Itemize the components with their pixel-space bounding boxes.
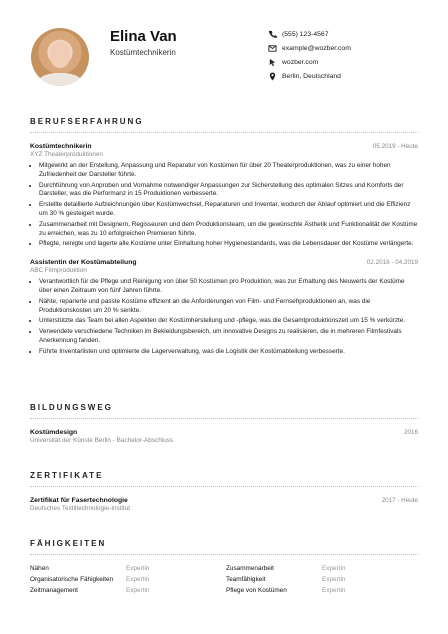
skill-level: Expertin [322, 576, 346, 583]
section-divider [30, 418, 418, 419]
bullet-item: • Erstellte detaillierte Aufzeichnungen über Kostümwechsel, Reparaturen und Inventar, wodurch der Ablauf optimiert und die Effizienz um 30 % gesteigert wurde. [39, 201, 418, 219]
skills-section [30, 539, 418, 594]
bullet-item: • Pflegte, reinigte und lagerte alle Kostüme unter Einhaltung hoher Hygienestandards, was die Lebensdauer der Kostüme verlängerte. [39, 240, 418, 249]
section-divider [30, 486, 418, 487]
certificate-entry [30, 497, 418, 512]
skill-level: Expertin [322, 565, 346, 572]
contact-email-text[interactable]: example@wozber.com [282, 44, 351, 52]
education-entry [30, 429, 418, 444]
contact-phone-text: (555) 123-4567 [282, 30, 329, 38]
bullet-item: • Mitgewirkt an der Erstellung, Anpassung und Reparatur von Kostümen für über 20 Theaterproduktionen, was zu einer hohen Zufriedenheit der Darsteller führte. [39, 162, 418, 180]
location-icon [268, 72, 277, 81]
certificates-section [30, 471, 418, 512]
education-degree: Kostümdesign [30, 429, 78, 436]
bullet-item: • Führte Inventarlisten und optimierte die Lagerverwaltung, was die Logistik der Kostümabteilung verbesserte. [39, 348, 418, 357]
experience-bullets [30, 278, 418, 356]
experience-bullets [30, 162, 418, 249]
experience-company: XYZ Theaterproduktionen [30, 151, 104, 158]
link-icon [268, 58, 277, 67]
skill-name: Teamfähigkeit [226, 576, 266, 583]
resume-header [0, 0, 448, 110]
photo-shirt [38, 73, 82, 86]
experience-dates: 02.2016 - 04.2019 [366, 259, 418, 267]
skill-name: Pflege von Kostümen [226, 587, 287, 594]
job-title: Kostümtechnikerin [110, 48, 176, 57]
contact-email [268, 41, 418, 55]
certificate-issuer: Deutsches Textiltechnologie-Institut [30, 505, 131, 512]
section-divider [30, 132, 418, 133]
person-name: Elina Van [110, 28, 177, 45]
contact-location [268, 69, 418, 83]
photo-face [50, 42, 70, 68]
profile-photo [31, 28, 89, 86]
skill-level: Expertin [126, 565, 150, 572]
experience-entry [30, 143, 418, 249]
bullet-item: • Durchführung von Anproben und Vornahme notwendiger Anpassungen zur Sicherstellung des optimalen Sitzes und Komforts der Darsteller, was die Performanz in 15 Produktionen verbesserte. [39, 182, 418, 200]
skill-name: Zusammenarbeit [226, 565, 274, 572]
contact-list [268, 27, 418, 83]
education-section [30, 403, 418, 444]
section-divider [30, 554, 418, 555]
skill-name: Organisatorische Fähigkeiten [30, 576, 114, 583]
skill-name: Nähen [30, 565, 49, 572]
skill-level: Expertin [126, 576, 150, 583]
phone-icon [268, 30, 277, 39]
email-icon [268, 44, 277, 53]
experience-role: Assistentin der Kostümabteilung [30, 259, 137, 267]
bullet-item: • Unterstützte das Team bei allen Aspekten der Kostümherstellung und -pflege, was die Gesamtproduktionszeit um 15 % verkürzte. [39, 317, 418, 326]
experience-dates: 05.2019 - Heute [372, 143, 418, 150]
education-dates: 2016 [403, 429, 418, 436]
skill-level: Expertin [126, 587, 150, 594]
bullet-item: • Verwendete verschiedene Techniken im Bekleidungsbereich, um innovative Designs zu realisieren, die in mehreren Filmfestivals Anerkennung fanden. [39, 328, 418, 346]
experience-entry [30, 259, 418, 356]
skill-level: Expertin [322, 587, 346, 594]
education-institution: Universität der Künste Berlin - Bachelor-Abschluss [30, 437, 174, 444]
certificate-name: Zertifikat für Fasertechnologie [30, 497, 128, 504]
experience-section [30, 117, 418, 359]
contact-website-text[interactable]: wozber.com [282, 58, 319, 66]
section-title-skills: FÄHIGKEITEN [30, 539, 107, 548]
bullet-item: • Nähte, reparierte und passte Kostüme effizient an die Anforderungen von Film- und Fernsehproduktionen an, was die Produktionskosten um 20 % senkte. [39, 298, 418, 316]
skills-grid [30, 565, 418, 594]
bullet-item: • Verantwortlich für die Pflege und Reinigung von über 50 Kostümen pro Produktion, was zur Erhaltung des Neuwerts der Kostüme über einen Zeitraum von fünf Jahren führte. [39, 278, 418, 296]
contact-phone [268, 27, 418, 41]
contact-location-text: Berlin, Deutschland [282, 72, 341, 80]
experience-company: ABC Filmproduktion [30, 267, 87, 275]
certificate-dates: 2017 - Heute [381, 497, 418, 504]
section-title-certificates: ZERTIFIKATE [30, 471, 104, 480]
contact-website [268, 55, 418, 69]
section-title-experience: BERUFSERFAHRUNG [30, 117, 144, 126]
bullet-item: • Zusammenarbeit mit Designern, Regisseuren und dem Produktionsteam, um die gewünschte Ästhetik und Funktionalität der Kostüme zu erreichen, was zu 10 erfolgreichen Premieren führte. [39, 221, 418, 239]
section-title-education: BILDUNGSWEG [30, 403, 113, 412]
experience-role: Kostümtechnikerin [30, 143, 92, 150]
skill-name: Zeitmanagement [30, 587, 78, 594]
